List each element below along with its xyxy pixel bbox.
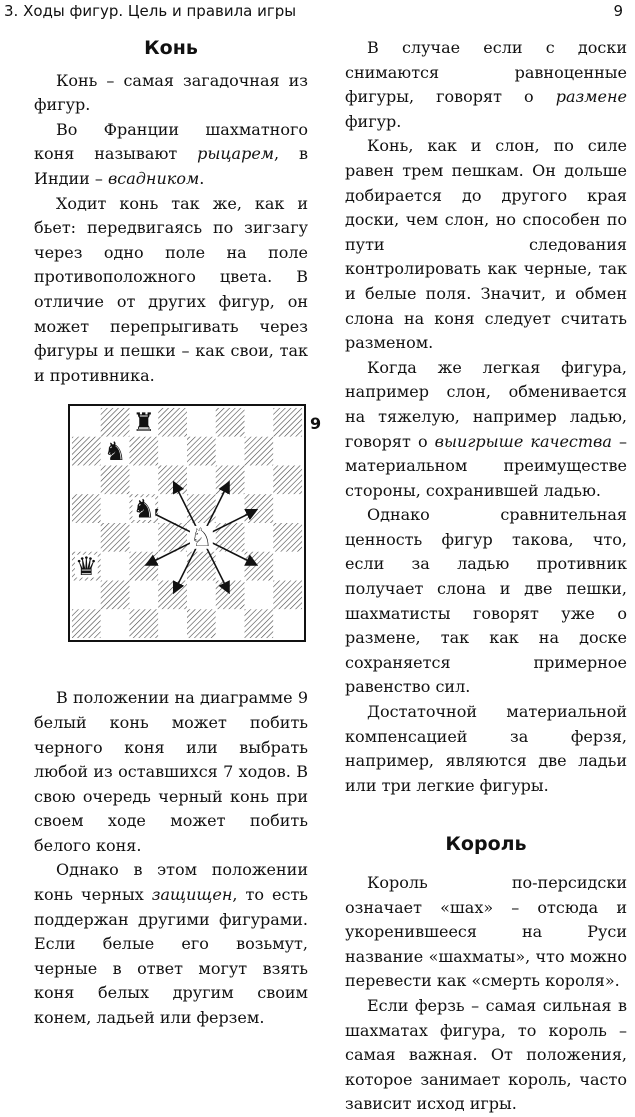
dark-square — [129, 437, 158, 466]
dark-square — [245, 610, 274, 639]
dark-square — [273, 466, 302, 495]
light-square — [129, 466, 158, 495]
dark-square — [72, 495, 101, 524]
knight-white-icon: ♘ — [189, 523, 213, 554]
diagram-number: 9 — [310, 414, 322, 434]
dark-square — [101, 581, 130, 610]
knight-black-icon: ♞ — [132, 494, 156, 525]
light-square — [187, 408, 216, 437]
light-square — [72, 581, 101, 610]
section-title-king: Король — [445, 833, 527, 856]
queen-black-icon: ♛ — [74, 552, 98, 583]
chapter-title: 3. Ходы фигур. Цель и правила игры — [4, 2, 297, 20]
section-title-knight: Конь — [144, 37, 198, 59]
dark-square — [245, 495, 274, 524]
light-square — [273, 437, 302, 466]
knight-black-icon: ♞ — [103, 437, 127, 468]
light-square — [273, 495, 302, 524]
rook-black-icon: ♜ — [132, 408, 156, 439]
dark-square — [245, 552, 274, 581]
page-header — [0, 0, 635, 24]
light-square — [245, 581, 274, 610]
light-square — [72, 523, 101, 552]
dark-square — [187, 437, 216, 466]
light-square — [72, 466, 101, 495]
page-number: 9 — [613, 2, 623, 20]
chessboard — [68, 404, 306, 642]
dark-square — [216, 581, 245, 610]
paragraph: Достаточной материальной компенсацией за ферзя, например, являются две ладьи или три легкие фигуры. — [345, 702, 627, 795]
dark-square — [101, 408, 130, 437]
dark-square — [129, 610, 158, 639]
light-square — [101, 495, 130, 524]
dark-square — [158, 581, 187, 610]
light-square — [216, 610, 245, 639]
light-square — [101, 610, 130, 639]
light-square — [129, 523, 158, 552]
paragraph: Король по-персидски означает «шах» – отсюда и укоренившееся на Руси название «шахматы», что можно перевести как «смерть короля». — [345, 873, 627, 991]
dark-square — [158, 466, 187, 495]
light-square — [101, 552, 130, 581]
dark-square — [245, 437, 274, 466]
right-column — [345, 36, 627, 1117]
paragraph: В положении на диаграмме 9 белый конь может побить черного коня или выбрать любой из оставшихся 7 ходов. В свою очередь черный конь при своем ходе может побить белого коня. — [34, 688, 308, 855]
dark-square — [273, 581, 302, 610]
paragraph: Во Франции шахматного коня называют рыцарем, в Индии – всадником. — [34, 119, 308, 188]
light-square — [187, 581, 216, 610]
paragraph: Конь – самая загадочная из фигур. — [34, 70, 308, 115]
dark-square — [273, 523, 302, 552]
paragraph: Однако в этом положении конь черных защищен, то есть поддержан другими фигурами. Если белые его возьмут, черные в ответ могут взять коня белых другим своим конем, ладьей или ферзем. — [34, 860, 309, 1028]
dark-square — [216, 466, 245, 495]
dark-square — [101, 466, 130, 495]
paragraph: Конь, как и слон, по силе равен трем пешкам. Он дольше добирается до другого края доски, чем слон, но способен по пути следования контролировать как черные, так и белые поля. Значит, и обмен слона на коня следует считать разменом. — [345, 136, 627, 353]
dark-square — [273, 408, 302, 437]
dark-square — [129, 552, 158, 581]
light-square — [158, 437, 187, 466]
paragraph: Когда же легкая фигура, например слон, обменивается на тяжелую, например ладью, говорят о выигрыше качества – материальном преимуществе стороны, сохранившей ладью. — [345, 357, 627, 500]
chess-diagram — [34, 404, 322, 666]
dark-square — [216, 408, 245, 437]
dark-square — [158, 408, 187, 437]
paragraph: Ходит конь так же, как и бьет: передвигаясь по зигзагу через одно поле на поле противоположного цвета. В отличие от других фигур, он может перепрыгивать через фигуры и пешки – как свои, так и противника. — [34, 193, 308, 385]
paragraph: Если ферзь – самая сильная в шахматах фигура, то король – самая важная. От положения, которое занимает король, часто зависит исход игры. — [345, 995, 627, 1114]
dark-square — [72, 610, 101, 639]
light-square — [245, 466, 274, 495]
dark-square — [72, 437, 101, 466]
light-square — [273, 610, 302, 639]
dark-square — [187, 610, 216, 639]
paragraph: В случае если с доски снимаются равноценные фигуры, говорят о размене фигур. — [345, 38, 627, 131]
light-square — [72, 408, 101, 437]
light-square — [245, 408, 274, 437]
light-square — [245, 523, 274, 552]
dark-square — [101, 523, 130, 552]
light-square — [216, 437, 245, 466]
paragraph: Однако сравнительная ценность фигур такова, что, если за ладью противник получает слона и две пешки, шахматисты говорят уже о размене, так как на доске сохраняется примерное равенство сил. — [345, 505, 627, 697]
light-square — [187, 466, 216, 495]
light-square — [129, 581, 158, 610]
left-column — [34, 36, 322, 1031]
light-square — [158, 610, 187, 639]
light-square — [273, 552, 302, 581]
